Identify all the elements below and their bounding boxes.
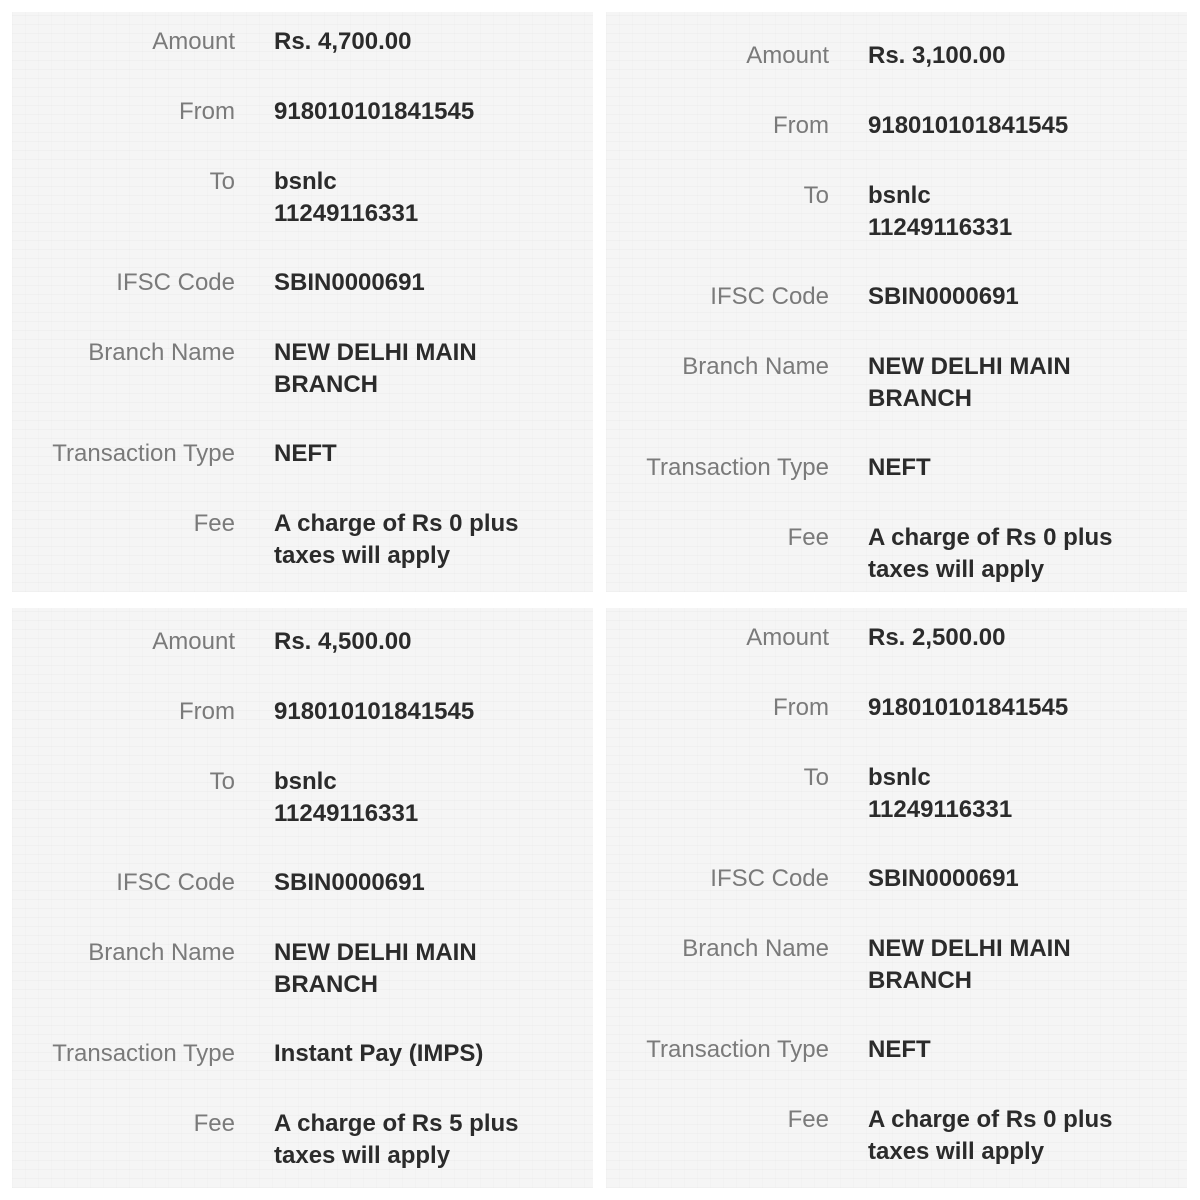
fee-value [868,1104,1168,1168]
transfer-details-panel [606,608,1187,1188]
to-value [868,762,1168,826]
transaction-type-text: Instant Pay (IMPS) [274,1040,484,1067]
fee-line-2: taxes will apply [274,1142,451,1169]
from-account-text: 918010101841545 [274,98,475,125]
amount-label: Amount [152,628,235,655]
amount-row [12,626,593,658]
from-label: From [179,698,235,725]
branch-label: Branch Name [682,353,829,380]
from-row [12,696,593,728]
to-label: To [803,764,829,791]
amount-value [868,40,1168,72]
ifsc-label: IFSC Code [710,865,829,892]
transaction-type-value [274,438,574,470]
from-row [12,96,593,128]
to-value [274,166,574,230]
ifsc-row [12,867,593,899]
to-value [868,180,1168,244]
fee-label: Fee [193,1110,235,1137]
branch-row [12,937,593,1001]
from-label: From [179,98,235,125]
payee-name: bsnlc [868,764,931,791]
to-row [12,166,593,230]
transaction-type-row [12,438,593,470]
branch-row [606,351,1187,415]
from-account-text: 918010101841545 [868,112,1069,139]
transaction-type-row [12,1038,593,1070]
fee-label: Fee [193,510,235,537]
from-value [274,696,574,728]
transaction-type-value [868,1034,1168,1066]
branch-line-1: NEW DELHI MAIN [868,935,1071,962]
branch-label: Branch Name [88,939,235,966]
branch-line-2: BRANCH [274,371,378,398]
branch-row [606,933,1187,997]
ifsc-text: SBIN0000691 [274,869,425,896]
fee-value [868,522,1168,586]
to-label: To [803,182,829,209]
transaction-type-value [274,1038,574,1070]
payee-account: 11249116331 [274,200,419,227]
amount-row [606,40,1187,72]
fee-row [606,1104,1187,1168]
branch-label: Branch Name [682,935,829,962]
ifsc-label: IFSC Code [116,269,235,296]
fee-row [12,508,593,572]
fee-row [12,1108,593,1172]
amount-label: Amount [746,42,829,69]
amount-row [12,26,593,58]
amount-value [274,626,574,658]
fee-line-2: taxes will apply [868,1138,1045,1165]
transaction-type-text: NEFT [274,440,337,467]
from-value [274,96,574,128]
from-label: From [773,694,829,721]
to-label: To [209,168,235,195]
fee-label: Fee [787,1106,829,1133]
branch-line-2: BRANCH [274,971,378,998]
transaction-type-row [606,452,1187,484]
amount-text: Rs. 4,700.00 [274,28,412,55]
branch-value [868,933,1168,997]
fee-line-1: A charge of Rs 0 plus [868,524,1113,551]
branch-label: Branch Name [88,339,235,366]
payee-account: 11249116331 [868,214,1013,241]
payee-account: 11249116331 [868,796,1013,823]
transaction-type-row [606,1034,1187,1066]
transaction-type-text: NEFT [868,1036,931,1063]
branch-value [274,937,574,1001]
to-value [274,766,574,830]
fee-line-2: taxes will apply [868,556,1045,583]
amount-value [868,622,1168,654]
fee-line-1: A charge of Rs 0 plus [868,1106,1113,1133]
from-row [606,692,1187,724]
branch-line-2: BRANCH [868,385,972,412]
transaction-type-label: Transaction Type [52,440,235,467]
branch-line-1: NEW DELHI MAIN [274,939,477,966]
fee-value [274,1108,574,1172]
transfer-details-panel [12,12,593,592]
to-row [12,766,593,830]
ifsc-value [868,863,1168,895]
amount-row [606,622,1187,654]
transaction-type-label: Transaction Type [646,1036,829,1063]
to-row [606,762,1187,826]
ifsc-label: IFSC Code [710,283,829,310]
branch-row [12,337,593,401]
ifsc-label: IFSC Code [116,869,235,896]
ifsc-row [12,267,593,299]
ifsc-value [868,281,1168,313]
amount-label: Amount [746,624,829,651]
from-label: From [773,112,829,139]
to-row [606,180,1187,244]
branch-line-1: NEW DELHI MAIN [868,353,1071,380]
branch-value [868,351,1168,415]
amount-text: Rs. 3,100.00 [868,42,1006,69]
ifsc-value [274,867,574,899]
amount-value [274,26,574,58]
from-value [868,692,1168,724]
transaction-type-label: Transaction Type [646,454,829,481]
transaction-type-label: Transaction Type [52,1040,235,1067]
ifsc-text: SBIN0000691 [868,865,1019,892]
fee-value [274,508,574,572]
ifsc-value [274,267,574,299]
to-label: To [209,768,235,795]
ifsc-row [606,863,1187,895]
transaction-type-text: NEFT [868,454,931,481]
payee-account: 11249116331 [274,800,419,827]
from-row [606,110,1187,142]
branch-line-2: BRANCH [868,967,972,994]
payee-name: bsnlc [868,182,931,209]
payee-name: bsnlc [274,168,337,195]
ifsc-text: SBIN0000691 [868,283,1019,310]
transfer-details-panel [12,608,593,1188]
amount-text: Rs. 4,500.00 [274,628,412,655]
ifsc-row [606,281,1187,313]
branch-line-1: NEW DELHI MAIN [274,339,477,366]
transaction-type-value [868,452,1168,484]
transfer-details-panel [606,12,1187,592]
from-value [868,110,1168,142]
ifsc-text: SBIN0000691 [274,269,425,296]
fee-row [606,522,1187,586]
payee-name: bsnlc [274,768,337,795]
amount-text: Rs. 2,500.00 [868,624,1006,651]
from-account-text: 918010101841545 [274,698,475,725]
fee-line-1: A charge of Rs 0 plus [274,510,519,537]
fee-label: Fee [787,524,829,551]
branch-value [274,337,574,401]
from-account-text: 918010101841545 [868,694,1069,721]
amount-label: Amount [152,28,235,55]
fee-line-1: A charge of Rs 5 plus [274,1110,519,1137]
fee-line-2: taxes will apply [274,542,451,569]
